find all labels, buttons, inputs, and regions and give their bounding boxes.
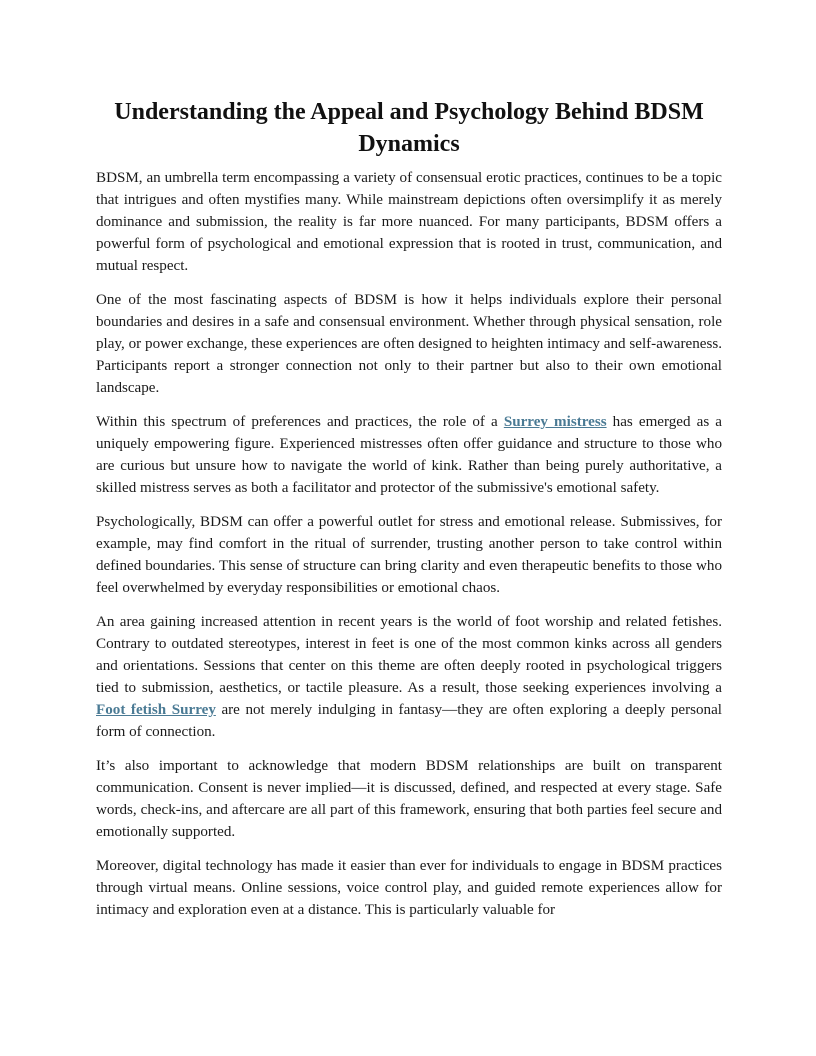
paragraph-boundaries: One of the most fascinating aspects of BDSM is how it helps individuals explore their personal boundaries and desires in a safe and consensual environment. Whether through physical sensation, role play, or power exchange, these experiences are often designed to heighten intimacy and self-awareness. Participants report a stronger connection not only to their partner but also to their own emotional landscape. bbox=[96, 292, 722, 396]
document-title: Understanding the Appeal and Psychology Behind BDSM Dynamics bbox=[114, 99, 704, 157]
paragraph-foot-worship bbox=[96, 611, 722, 743]
paragraph-intro: BDSM, an umbrella term encompassing a variety of consensual erotic practices, continues to be a topic that intrigues and often mystifies many. While mainstream depictions often oversimplify it as merely dominance and submission, the reality is far more nuanced. For many participants, BDSM offers a powerful form of psychological and emotional expression that is rooted in trust, communication, and mutual respect. bbox=[96, 170, 722, 274]
paragraph-psychology: Psychologically, BDSM can offer a powerful outlet for stress and emotional release. Submissives, for example, may find comfort in the ritual of surrender, trusting another person to take control within defined boundaries. This sense of structure can bring clarity and even therapeutic benefits to those who feel overwhelmed by everyday responsibilities or emotional chaos. bbox=[96, 514, 722, 596]
surrey-mistress-link[interactable]: Surrey mistress bbox=[503, 414, 607, 430]
paragraph-text-before-link: An area gaining increased attention in recent years is the world of foot worship and related fetishes. Contrary to outdated stereotypes, interest in feet is one of the most common kinks across all genders and orientations. Sessions that center on this theme are often deeply rooted in psychological triggers tied to submission, aesthetics, or tactile pleasure. As a result, those seeking experiences involving a bbox=[96, 614, 722, 696]
paragraph-communication: It’s also important to acknowledge that modern BDSM relationships are built on transparent communication. Consent is never implied—it is discussed, defined, and respected at every stage. Safe words, check-ins, and aftercare are all part of this framework, ensuring that both parties feel secure and emotionally supported. bbox=[96, 758, 722, 840]
paragraph-text-after-link: are not merely indulging in fantasy—they are often exploring a deeply personal form of connection. bbox=[96, 702, 722, 740]
document-page bbox=[96, 96, 722, 933]
paragraph-mistress bbox=[96, 411, 722, 499]
paragraph-digital: Moreover, digital technology has made it easier than ever for individuals to engage in BDSM practices through virtual means. Online sessions, voice control play, and guided remote experiences allow for intimacy and exploration even at a distance. This is particularly valuable for bbox=[96, 858, 722, 918]
foot-fetish-surrey-link[interactable]: Foot fetish Surrey bbox=[96, 702, 216, 718]
paragraph-text-after-link: has emerged as a uniquely empowering figure. Experienced mistresses often offer guidance and structure to those who are curious but unsure how to navigate the world of kink. Rather than being purely authoritative, a skilled mistress serves as both a facilitator and protector of the submissive's emotional safety. bbox=[96, 414, 722, 496]
paragraph-text-before-link: Within this spectrum of preferences and practices, the role of a bbox=[96, 414, 504, 430]
